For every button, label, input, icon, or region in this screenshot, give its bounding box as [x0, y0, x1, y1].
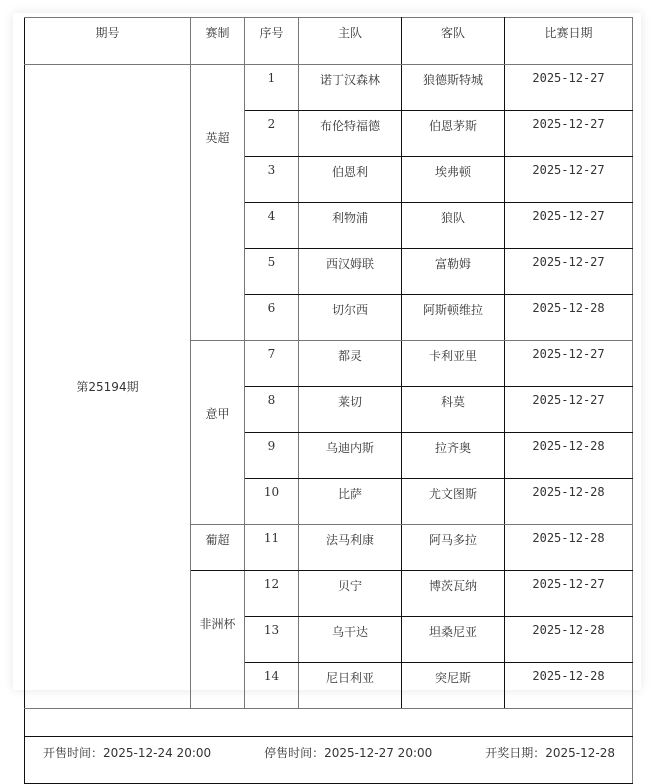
league-cell: 非洲杯 [191, 571, 245, 709]
match-date-cell: 2025-12-27 [505, 341, 633, 387]
home-team-cell: 乌迪内斯 [299, 433, 402, 479]
away-team-cell: 坦桑尼亚 [402, 617, 505, 663]
away-team-cell: 科莫 [402, 387, 505, 433]
league-cell: 葡超 [191, 525, 245, 571]
issue-number: 第25194期 [25, 65, 191, 709]
match-date-cell: 2025-12-27 [505, 157, 633, 203]
away-team-cell: 阿马多拉 [402, 525, 505, 571]
sale-start-time: 开售时间：2025-12-24 20:00 [43, 746, 212, 760]
seq-cell: 11 [245, 525, 299, 571]
match-date-cell: 2025-12-27 [505, 203, 633, 249]
seq-cell: 5 [245, 249, 299, 295]
header-home: 主队 [299, 18, 402, 65]
home-team-cell: 诺丁汉森林 [299, 65, 402, 111]
match-date-cell: 2025-12-27 [505, 65, 633, 111]
match-date-cell: 2025-12-28 [505, 525, 633, 571]
header-seq: 序号 [245, 18, 299, 65]
seq-cell: 9 [245, 433, 299, 479]
away-team-cell: 埃弗顿 [402, 157, 505, 203]
blank-cell [25, 709, 633, 737]
home-team-cell: 利物浦 [299, 203, 402, 249]
seq-cell: 10 [245, 479, 299, 525]
header-away: 客队 [402, 18, 505, 65]
away-team-cell: 阿斯顿维拉 [402, 295, 505, 341]
seq-cell: 7 [245, 341, 299, 387]
home-team-cell: 都灵 [299, 341, 402, 387]
away-team-cell: 卡利亚里 [402, 341, 505, 387]
table-header-row [25, 18, 633, 65]
away-team-cell: 尤文图斯 [402, 479, 505, 525]
draw-date: 开奖日期：2025-12-28 [485, 746, 615, 760]
away-team-cell: 伯恩茅斯 [402, 111, 505, 157]
match-date-cell: 2025-12-28 [505, 295, 633, 341]
sale-stop-time: 停售时间：2025-12-27 20:00 [264, 746, 433, 760]
seq-cell: 12 [245, 571, 299, 617]
away-team-cell: 狼队 [402, 203, 505, 249]
seq-cell: 4 [245, 203, 299, 249]
home-team-cell: 贝宁 [299, 571, 402, 617]
home-team-cell: 布伦特福德 [299, 111, 402, 157]
match-date-cell: 2025-12-27 [505, 571, 633, 617]
home-team-cell: 法马利康 [299, 525, 402, 571]
header-issue: 期号 [25, 18, 191, 65]
league-cell: 英超 [191, 65, 245, 341]
seq-cell: 14 [245, 663, 299, 709]
home-team-cell: 乌干达 [299, 617, 402, 663]
home-team-cell: 切尔西 [299, 295, 402, 341]
seq-cell: 3 [245, 157, 299, 203]
match-date-cell: 2025-12-28 [505, 479, 633, 525]
away-team-cell: 突尼斯 [402, 663, 505, 709]
home-team-cell: 尼日利亚 [299, 663, 402, 709]
header-date: 比赛日期 [505, 18, 633, 65]
match-date-cell: 2025-12-27 [505, 387, 633, 433]
league-cell: 意甲 [191, 341, 245, 525]
match-date-cell: 2025-12-27 [505, 111, 633, 157]
footer-row [25, 737, 633, 784]
away-team-cell: 博茨瓦纳 [402, 571, 505, 617]
match-date-cell: 2025-12-28 [505, 433, 633, 479]
match-date-cell: 2025-12-28 [505, 617, 633, 663]
away-team-cell: 狼德斯特城 [402, 65, 505, 111]
seq-cell: 6 [245, 295, 299, 341]
match-date-cell: 2025-12-28 [505, 663, 633, 709]
footer-cell [25, 737, 633, 784]
away-team-cell: 拉齐奥 [402, 433, 505, 479]
lottery-schedule-table [24, 17, 633, 784]
seq-cell: 1 [245, 65, 299, 111]
blank-row [25, 709, 633, 737]
home-team-cell: 伯恩利 [299, 157, 402, 203]
seq-cell: 8 [245, 387, 299, 433]
away-team-cell: 富勒姆 [402, 249, 505, 295]
table-row [25, 65, 633, 111]
home-team-cell: 比萨 [299, 479, 402, 525]
header-league: 赛制 [191, 18, 245, 65]
home-team-cell: 莱切 [299, 387, 402, 433]
match-date-cell: 2025-12-27 [505, 249, 633, 295]
home-team-cell: 西汉姆联 [299, 249, 402, 295]
seq-cell: 13 [245, 617, 299, 663]
seq-cell: 2 [245, 111, 299, 157]
